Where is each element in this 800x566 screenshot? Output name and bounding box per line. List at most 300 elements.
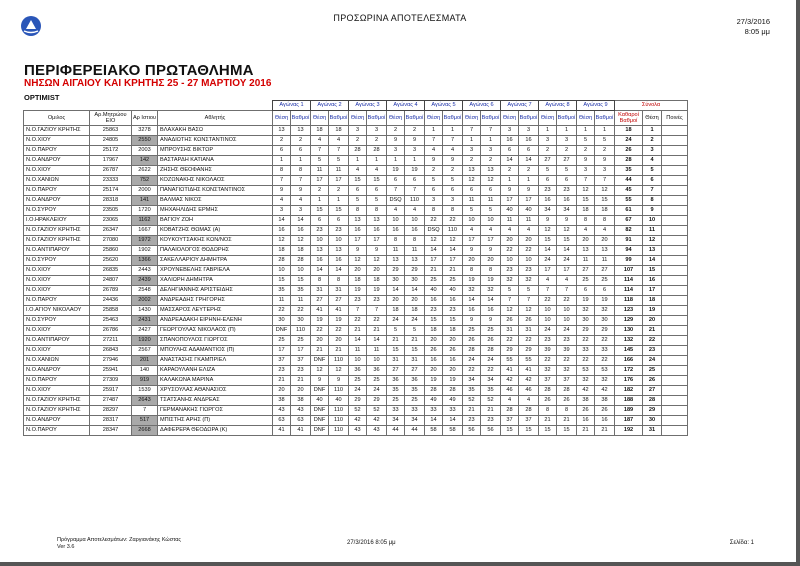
sail-number-cell: 1920 (132, 336, 158, 346)
race-place-cell: 22 (539, 356, 557, 366)
race-place-cell: 9 (349, 246, 367, 256)
race-points-cell: 19 (405, 166, 425, 176)
table-row (24, 176, 688, 186)
race-place-cell: 2 (539, 146, 557, 156)
club-cell: Ι.Ο.ΗΡΑΚΛΕΙΟΥ (24, 216, 90, 226)
race-points-cell: 32 (557, 366, 577, 376)
club-cell: Ν.Ο.ΓΑΖΙΟΥ ΚΡΗΤΗΣ (24, 226, 90, 236)
race-place-cell: 3 (387, 146, 405, 156)
race-points-cell: 29 (595, 326, 615, 336)
penalties-cell (662, 186, 688, 196)
race-place-cell: 22 (463, 366, 481, 376)
race-points-cell: 16 (443, 356, 463, 366)
athlete-cell: ΓΕΡΜΑΝΑΚΗΣ ΓΙΩΡΓΟΣ (158, 406, 273, 416)
race-place-cell: 42 (501, 376, 519, 386)
race-place-cell: 6 (463, 186, 481, 196)
race-place-cell: 5 (425, 176, 443, 186)
race-points-cell: 2 (519, 166, 539, 176)
athlete-cell: ΜΠΙΣΤΗΣ ΑΡΗΣ (Π) (158, 416, 273, 426)
table-row (24, 306, 688, 316)
race-points-cell: 110 (329, 356, 349, 366)
race-points-cell: 14 (519, 156, 539, 166)
eio-cell: 27487 (90, 396, 132, 406)
race-place-cell: 11 (311, 166, 329, 176)
race-place-cell: 23 (349, 296, 367, 306)
table-row (24, 236, 688, 246)
race-place-cell: 16 (501, 136, 519, 146)
race-place-cell: 28 (463, 346, 481, 356)
club-cell: Ν.Ο.ΧΙΟΥ (24, 346, 90, 356)
rank-cell: 27 (643, 386, 662, 396)
race-place-cell: 19 (349, 286, 367, 296)
race-place-cell: 10 (501, 256, 519, 266)
penalties-cell (662, 176, 688, 186)
table-row (24, 406, 688, 416)
race-points-cell: 4 (367, 166, 387, 176)
race-place-cell: 16 (349, 226, 367, 236)
race-place-cell: 23 (273, 366, 291, 376)
rank-cell: 4 (643, 156, 662, 166)
race-place-cell: 16 (463, 306, 481, 316)
race-place-cell: 39 (539, 346, 557, 356)
table-row (24, 426, 688, 436)
race-place-cell: 34 (539, 206, 557, 216)
race-points-cell: 9 (329, 376, 349, 386)
race-points-cell: 17 (329, 176, 349, 186)
col-points: Βαθμοί (405, 111, 425, 126)
race-place-cell: 5 (387, 326, 405, 336)
race-place-cell: 8 (463, 266, 481, 276)
race-place-cell: 18 (577, 206, 595, 216)
race-points-cell: 8 (595, 216, 615, 226)
eio-cell: 24436 (90, 296, 132, 306)
race-points-cell: 23 (443, 306, 463, 316)
race-place-cell: 19 (577, 296, 595, 306)
athlete-cell: ΜΠΡΟΥΣΗΣ ΒΙΚΤΩΡ (158, 146, 273, 156)
race-place-cell: 1 (425, 126, 443, 136)
sail-number-cell: 2439 (132, 276, 158, 286)
race-place-cell: 4 (273, 196, 291, 206)
race-points-cell: 18 (595, 206, 615, 216)
penalties-cell (662, 166, 688, 176)
race-points-cell: 25 (405, 396, 425, 406)
race-points-cell: 1 (595, 126, 615, 136)
net-points-cell: 44 (615, 176, 643, 186)
race-place-cell: 63 (273, 416, 291, 426)
race-place-cell: 15 (311, 206, 329, 216)
race-points-cell: 3 (443, 196, 463, 206)
race-points-cell: 22 (329, 326, 349, 336)
race-points-cell: 3 (291, 206, 311, 216)
race-points-cell: 32 (519, 276, 539, 286)
race-points-cell: 63 (291, 416, 311, 426)
race-place-cell: 20 (425, 336, 443, 346)
club-cell: Ν.Ο.ΧΙΟΥ (24, 266, 90, 276)
race-points-cell: 20 (329, 336, 349, 346)
eio-cell: 27309 (90, 376, 132, 386)
eio-cell: 26347 (90, 226, 132, 236)
eio-cell: 27211 (90, 336, 132, 346)
race-points-cell: 2 (329, 186, 349, 196)
race-place-cell: 21 (577, 426, 595, 436)
race-place-cell: 23 (463, 416, 481, 426)
sail-number-cell: 201 (132, 356, 158, 366)
sail-number-cell: 919 (132, 376, 158, 386)
rank-cell: 1 (643, 126, 662, 136)
race-points-cell: 25 (443, 276, 463, 286)
race-place-cell: 16 (425, 296, 443, 306)
club-cell: Ν.Ο.ΓΑΖΙΟΥ ΚΡΗΤΗΣ (24, 236, 90, 246)
race-points-cell: 30 (595, 316, 615, 326)
race-points-cell: 52 (367, 406, 387, 416)
rank-cell: 5 (643, 166, 662, 176)
race-place-cell: 10 (539, 316, 557, 326)
sail-number-cell: 1902 (132, 246, 158, 256)
rank-cell: 3 (643, 146, 662, 156)
race-header: Αγώνας 9 (577, 101, 615, 111)
race-place-cell: 1 (387, 156, 405, 166)
club-cell: Ν.Ο.ΧΑΝΙΩΝ (24, 356, 90, 366)
eio-cell: 25174 (90, 186, 132, 196)
race-place-cell: 22 (577, 336, 595, 346)
net-points-cell: 114 (615, 276, 643, 286)
race-place-cell: 17 (311, 176, 329, 186)
race-points-cell: 27 (595, 266, 615, 276)
eio-cell: 26787 (90, 166, 132, 176)
race-points-cell: 32 (481, 286, 501, 296)
race-place-cell: DNF (311, 356, 329, 366)
sail-number-cell: 2431 (132, 316, 158, 326)
race-place-cell: 26 (577, 406, 595, 416)
club-cell: Ν.Ο.ΣΥΡΟΥ (24, 256, 90, 266)
col-rank: Θέση (643, 111, 662, 126)
race-place-cell: 7 (539, 286, 557, 296)
race-place-cell: 6 (501, 146, 519, 156)
race-place-cell: 4 (425, 146, 443, 156)
race-points-cell: 14 (443, 416, 463, 426)
race-place-cell: 22 (425, 216, 443, 226)
sail-number-cell: 517 (132, 416, 158, 426)
race-place-cell: 15 (273, 276, 291, 286)
race-points-cell: 22 (557, 356, 577, 366)
race-place-cell: 12 (311, 366, 329, 376)
net-points-cell: 129 (615, 316, 643, 326)
race-place-cell: 21 (539, 416, 557, 426)
championship-subtitle: ΝΗΣΩΝ ΑΙΓΑΙΟΥ ΚΑΙ ΚΡΗΤΗΣ 25 - 27 ΜΑΡΤΙΟΥ 2016 (24, 78, 272, 89)
penalties-cell (662, 416, 688, 426)
race-points-cell: 36 (405, 376, 425, 386)
race-points-cell: 110 (329, 406, 349, 416)
net-points-cell: 187 (615, 416, 643, 426)
penalties-cell (662, 246, 688, 256)
race-points-cell: 33 (595, 346, 615, 356)
table-row (24, 286, 688, 296)
race-points-cell: 1 (443, 126, 463, 136)
eio-cell: 25620 (90, 256, 132, 266)
race-place-cell: 14 (311, 266, 329, 276)
rank-cell: 14 (643, 256, 662, 266)
col-points: Βαθμοί (557, 111, 577, 126)
race-place-cell: 35 (387, 386, 405, 396)
race-place-cell: 10 (539, 306, 557, 316)
race-header: Αγώνας 7 (501, 101, 539, 111)
race-place-cell: 26 (425, 346, 443, 356)
race-place-cell: 2 (273, 136, 291, 146)
race-points-cell: 10 (557, 316, 577, 326)
net-points-cell: 182 (615, 386, 643, 396)
race-place-cell: 12 (463, 176, 481, 186)
race-points-cell: 12 (557, 226, 577, 236)
race-points-cell: 21 (595, 426, 615, 436)
race-points-cell: 29 (367, 396, 387, 406)
net-points-cell: 145 (615, 346, 643, 356)
net-points-cell: 35 (615, 166, 643, 176)
race-points-cell: 8 (481, 266, 501, 276)
race-points-cell: 16 (443, 296, 463, 306)
athlete-cell: ΒΑΓΙΟΥ ΖΩΗ (158, 216, 273, 226)
eio-cell: 26789 (90, 286, 132, 296)
race-points-cell: 6 (405, 176, 425, 186)
club-cell: Ν.Ο.ΑΝΔΡΟΥ (24, 416, 90, 426)
race-place-cell: 16 (425, 356, 443, 366)
race-place-cell: 26 (501, 316, 519, 326)
eio-cell: 24807 (90, 276, 132, 286)
race-place-cell: 22 (501, 246, 519, 256)
col-points: Βαθμοί (481, 111, 501, 126)
race-points-cell: 17 (443, 256, 463, 266)
race-points-cell: 38 (595, 396, 615, 406)
race-points-cell: 13 (291, 126, 311, 136)
race-points-cell: 35 (481, 386, 501, 396)
race-place-cell: 25 (349, 376, 367, 386)
race-points-cell: 28 (557, 386, 577, 396)
race-points-cell: 4 (481, 226, 501, 236)
race-points-cell: 10 (329, 236, 349, 246)
race-place-cell: 14 (273, 216, 291, 226)
net-points-cell: 118 (615, 296, 643, 306)
race-points-cell: 20 (443, 336, 463, 346)
race-points-cell: 18 (443, 326, 463, 336)
race-place-cell: 24 (539, 326, 557, 336)
net-points-cell: 188 (615, 396, 643, 406)
race-place-cell: 20 (425, 366, 443, 376)
race-header: Αγώνας 3 (349, 101, 387, 111)
race-place-cell: 4 (501, 226, 519, 236)
race-points-cell: 56 (481, 426, 501, 436)
race-place-cell: 17 (501, 196, 519, 206)
col-net-points: Καθαροί Βαθμοί (615, 111, 643, 126)
race-points-cell: 8 (329, 276, 349, 286)
race-points-cell: 6 (519, 146, 539, 156)
race-points-cell: 15 (557, 426, 577, 436)
race-points-cell: 8 (405, 236, 425, 246)
race-header-row (24, 101, 688, 111)
race-points-cell: 22 (519, 246, 539, 256)
race-points-cell: 4 (443, 146, 463, 156)
col-place: Θέση (349, 111, 367, 126)
net-points-cell: 114 (615, 286, 643, 296)
rank-cell: 20 (643, 316, 662, 326)
race-place-cell: 12 (539, 226, 557, 236)
club-cell: Ν.Ο.ΠΑΡΟΥ (24, 376, 90, 386)
race-place-cell: 10 (387, 216, 405, 226)
race-points-cell: 4 (329, 136, 349, 146)
race-place-cell: 49 (425, 396, 443, 406)
race-points-cell: 110 (291, 326, 311, 336)
race-place-cell: 18 (387, 306, 405, 316)
race-place-cell: 22 (273, 306, 291, 316)
race-points-cell: 21 (443, 266, 463, 276)
race-points-cell: 21 (557, 416, 577, 426)
table-row (24, 376, 688, 386)
table-row (24, 186, 688, 196)
race-place-cell: 21 (273, 376, 291, 386)
sail-number-cell: 1430 (132, 306, 158, 316)
race-points-cell: 21 (291, 376, 311, 386)
race-place-cell: DNF (311, 426, 329, 436)
window-edge-bottom (0, 562, 800, 566)
race-points-cell: 13 (595, 246, 615, 256)
race-points-cell: 40 (519, 206, 539, 216)
race-points-cell: 30 (291, 316, 311, 326)
race-place-cell: 29 (577, 326, 595, 336)
club-cell: Ν.Ο.ΑΝΤΙΠΑΡΟΥ (24, 336, 90, 346)
club-cell: Ν.Ο.ΓΑΖΙΟΥ ΚΡΗΤΗΣ (24, 126, 90, 136)
race-points-cell: 18 (367, 276, 387, 286)
race-place-cell: 7 (349, 306, 367, 316)
col-place: Θέση (387, 111, 405, 126)
race-header: Αγώνας 4 (387, 101, 425, 111)
race-place-cell: 7 (311, 146, 329, 156)
race-points-cell: 5 (557, 166, 577, 176)
penalties-cell (662, 276, 688, 286)
race-points-cell: 35 (291, 286, 311, 296)
race-place-cell: 8 (387, 236, 405, 246)
net-points-cell: 123 (615, 306, 643, 316)
race-place-cell: 3 (501, 126, 519, 136)
race-points-cell: 11 (405, 246, 425, 256)
athlete-cell: ΤΣΑΤΣΑΝΗΣ ΑΝΔΡΕΑΣ (158, 396, 273, 406)
race-points-cell: 35 (405, 386, 425, 396)
race-points-cell: 20 (405, 296, 425, 306)
race-points-cell: 16 (595, 416, 615, 426)
club-cell: Ν.Ο.ΓΑΖΙΟΥ ΚΡΗΤΗΣ (24, 406, 90, 416)
net-points-cell: 172 (615, 366, 643, 376)
race-points-cell: 17 (481, 236, 501, 246)
race-points-cell: 21 (405, 336, 425, 346)
race-place-cell: 19 (425, 376, 443, 386)
athlete-cell: ΚΟΥΚΟΥΤΣΑΚΗΣ ΚΩΝ/ΝΟΣ (158, 236, 273, 246)
race-points-cell: 17 (291, 346, 311, 356)
race-points-cell: 10 (519, 256, 539, 266)
club-cell: Ν.Ο.ΣΥΡΟΥ (24, 206, 90, 216)
race-place-cell: 6 (311, 216, 329, 226)
race-place-cell: 27 (577, 266, 595, 276)
race-points-cell: 29 (405, 266, 425, 276)
race-place-cell: 19 (387, 166, 405, 176)
race-points-cell: 6 (595, 286, 615, 296)
race-place-cell: 11 (349, 346, 367, 356)
penalties-cell (662, 426, 688, 436)
race-points-cell: 15 (329, 206, 349, 216)
column-header-row (24, 111, 688, 126)
race-points-cell: 6 (329, 216, 349, 226)
penalties-cell (662, 216, 688, 226)
race-points-cell: 24 (367, 386, 387, 396)
race-points-cell: 24 (557, 326, 577, 336)
race-points-cell: 41 (329, 306, 349, 316)
col-club: Ομιλος (24, 111, 90, 126)
race-place-cell: 22 (501, 336, 519, 346)
race-points-cell: 110 (329, 386, 349, 396)
eio-cell: 28297 (90, 406, 132, 416)
col-place: Θέση (577, 111, 595, 126)
race-points-cell: 4 (519, 226, 539, 236)
col-points: Βαθμοί (519, 111, 539, 126)
race-place-cell: DNF (311, 406, 329, 416)
race-place-cell: 58 (425, 426, 443, 436)
race-place-cell: 25 (273, 336, 291, 346)
net-points-cell: 26 (615, 146, 643, 156)
race-place-cell: 16 (539, 196, 557, 206)
race-points-cell: 49 (443, 396, 463, 406)
race-points-cell: 13 (481, 166, 501, 176)
race-points-cell: 46 (519, 386, 539, 396)
race-header: Αγώνας 5 (425, 101, 463, 111)
race-place-cell: 18 (349, 276, 367, 286)
race-place-cell: 8 (425, 206, 443, 216)
table-row (24, 316, 688, 326)
penalties-cell (662, 126, 688, 136)
race-points-cell: 26 (557, 396, 577, 406)
race-points-cell: 40 (443, 286, 463, 296)
race-points-cell: 5 (519, 286, 539, 296)
race-points-cell: 37 (557, 376, 577, 386)
net-points-cell: 91 (615, 236, 643, 246)
race-place-cell: 14 (349, 336, 367, 346)
race-place-cell: 10 (311, 236, 329, 246)
race-place-cell: 28 (501, 406, 519, 416)
race-points-cell: 13 (329, 246, 349, 256)
print-date: 27/3/2016 (736, 17, 770, 26)
race-place-cell: 23 (425, 306, 443, 316)
race-place-cell: 56 (463, 426, 481, 436)
race-points-cell: 27 (329, 296, 349, 306)
rank-cell: 31 (643, 426, 662, 436)
race-place-cell: 13 (463, 166, 481, 176)
race-place-cell: 20 (311, 336, 329, 346)
results-body (24, 126, 688, 436)
race-points-cell: 16 (519, 136, 539, 146)
table-row (24, 256, 688, 266)
race-points-cell: 21 (329, 346, 349, 356)
race-points-cell: 23 (329, 226, 349, 236)
race-place-cell: 4 (539, 276, 557, 286)
race-place-cell: 16 (577, 416, 595, 426)
rank-cell: 21 (643, 326, 662, 336)
athlete-cell: ΑΝΑΣΤΑΣΗΣ ΓΚΑΜΠΡΙΕΛ (158, 356, 273, 366)
race-place-cell: 6 (349, 186, 367, 196)
race-points-cell: 8 (367, 206, 387, 216)
athlete-cell: ΠΑΝΑΓΙΩΤΙΔΗΣ ΚΩΝΣΤΑΝΤΙΝΟΣ (158, 186, 273, 196)
race-place-cell: 9 (387, 136, 405, 146)
athlete-cell: ΔΕΛΗΓΙΑΝΝΗΣ ΑΡΙΣΤΕΙΔΗΣ (158, 286, 273, 296)
race-place-cell: 30 (577, 316, 595, 326)
race-points-cell: 28 (291, 256, 311, 266)
race-points-cell: 14 (443, 246, 463, 256)
race-points-cell: 5 (367, 196, 387, 206)
race-points-cell: 7 (367, 306, 387, 316)
